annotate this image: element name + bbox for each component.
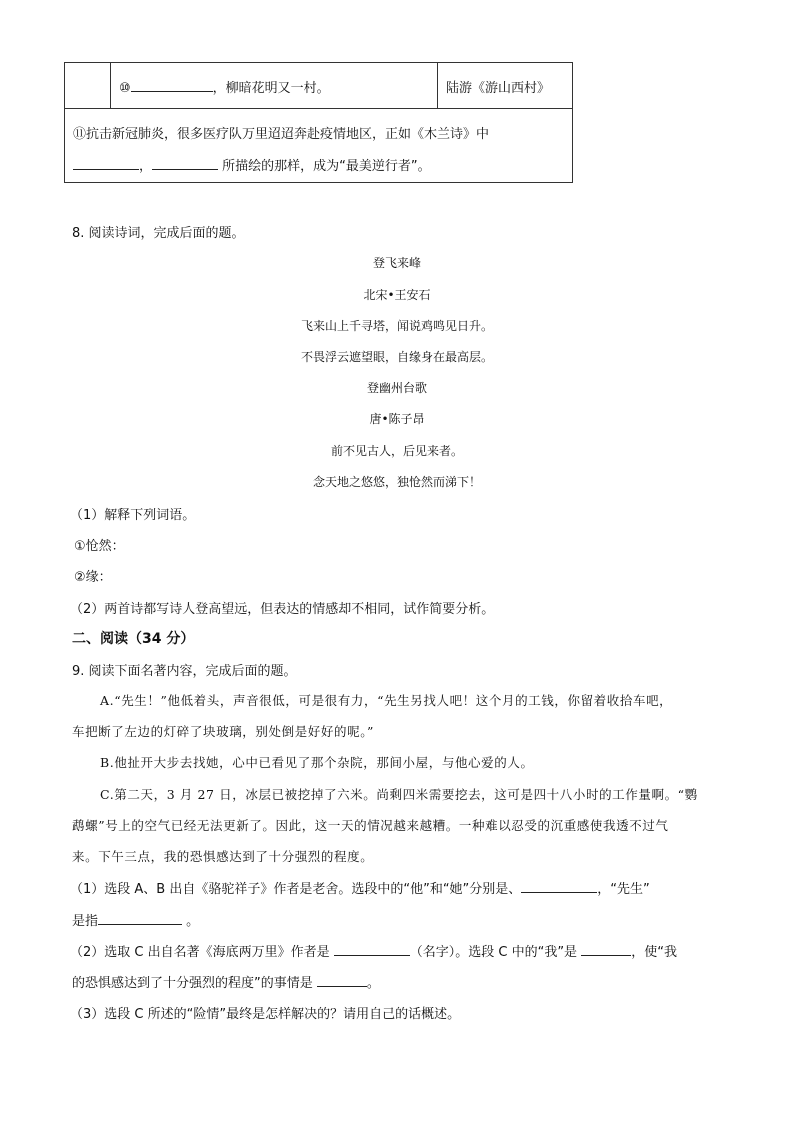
fill-blank[interactable] xyxy=(317,974,367,987)
passage-line: A.“先生！”他低着头，声音很低，可是很有力，“先生另找人吧！这个月的工钱，你留着收拾车吧， xyxy=(100,693,673,708)
fill-blank[interactable] xyxy=(521,880,597,893)
table-row xyxy=(65,63,572,109)
table-cell-source xyxy=(438,63,572,108)
poem-line: 念天地之悠悠，独怆然而涕下！ xyxy=(312,475,481,489)
sub-question-cont: 是指 。 xyxy=(72,914,200,929)
fill-blank[interactable] xyxy=(334,943,410,956)
sub-question: （2）选取 C 出自名著《海底两万里》作者是 （名字）。选段 C 中的“我”是 ，使“我 xyxy=(70,945,677,960)
fill-blank[interactable] xyxy=(152,157,218,170)
passage-line: C.第二天，3 月 27 日，冰层已被挖掉了六米。尚剩四米需要挖去，这可是四十八小时的工作量啊。“鹦 xyxy=(100,787,698,802)
sub-question: （3）选段 C 所述的“险情”最终是怎样解决的？请用自己的话概述。 xyxy=(70,1007,461,1022)
sub-question-cont: 的恐惧感达到了十分强烈的程度”的事情是 。 xyxy=(72,976,380,991)
question-9-stem: 9. 阅读下面名著内容，完成后面的题。 xyxy=(72,664,297,679)
sub-item: ①怆然： xyxy=(74,539,125,554)
verse-source: 陆游《游山西村》 xyxy=(446,81,551,96)
answer-table xyxy=(64,62,573,183)
fill-blank[interactable] xyxy=(73,157,139,170)
sub-question: （1）解释下列词语。 xyxy=(70,508,196,523)
poem-author: 北宋•王安石 xyxy=(363,288,431,302)
question-11-line1: ⑪抗击新冠肺炎，很多医疗队万里迢迢奔赴疫情地区，正如《木兰诗》中 xyxy=(73,127,490,142)
passage-line: 鹉螺”号上的空气已经无法更新了。因此，这一天的情况越来越糟。一种难以忍受的沉重感使我透不过气 xyxy=(72,818,669,833)
question-11-line2: ， 所描绘的那样，成为“最美逆行者”。 xyxy=(73,155,431,174)
poem-line: 飞来山上千寻塔，闻说鸡鸣见日升。 xyxy=(300,319,493,333)
question-number: ⑩ xyxy=(119,81,131,96)
table-cell-empty xyxy=(65,63,111,108)
verse-tail: ，柳暗花明又一村。 xyxy=(212,81,330,96)
sub-item: ②缘： xyxy=(74,570,112,585)
table-cell-question xyxy=(111,63,438,108)
sub-question: （1）选段 A、B 出自《骆驼祥子》作者是老舍。选段中的“他”和“她”分别是、 ，“先生” xyxy=(70,882,650,897)
passage-line: B.他扯开大步去找她，心中已看见了那个杂院，那间小屋，与他心爱的人。 xyxy=(100,755,534,770)
poem-title: 登幽州台歌 xyxy=(366,381,427,395)
poem-line: 不畏浮云遮望眼，自缘身在最高层。 xyxy=(300,350,493,364)
section-heading: 二、阅读（34 分） xyxy=(72,631,195,647)
poem-line: 前不见古人，后见来者。 xyxy=(330,444,463,458)
passage-line: 来。下午三点，我的恐惧感达到了十分强烈的程度。 xyxy=(72,849,374,864)
fill-blank[interactable] xyxy=(98,912,182,925)
fill-blank[interactable] xyxy=(131,79,213,92)
sub-question: （2）两首诗都写诗人登高望远，但表达的情感却不相同，试作简要分析。 xyxy=(70,602,495,617)
poem-author: 唐•陈子昂 xyxy=(369,412,425,426)
poem-title: 登飞来峰 xyxy=(372,256,421,270)
passage-line: 车把断了左边的灯碎了块玻璃，别处倒是好好的呢。” xyxy=(72,724,375,739)
fill-blank[interactable] xyxy=(581,943,631,956)
question-8-stem: 8. 阅读诗词，完成后面的题。 xyxy=(72,226,245,241)
